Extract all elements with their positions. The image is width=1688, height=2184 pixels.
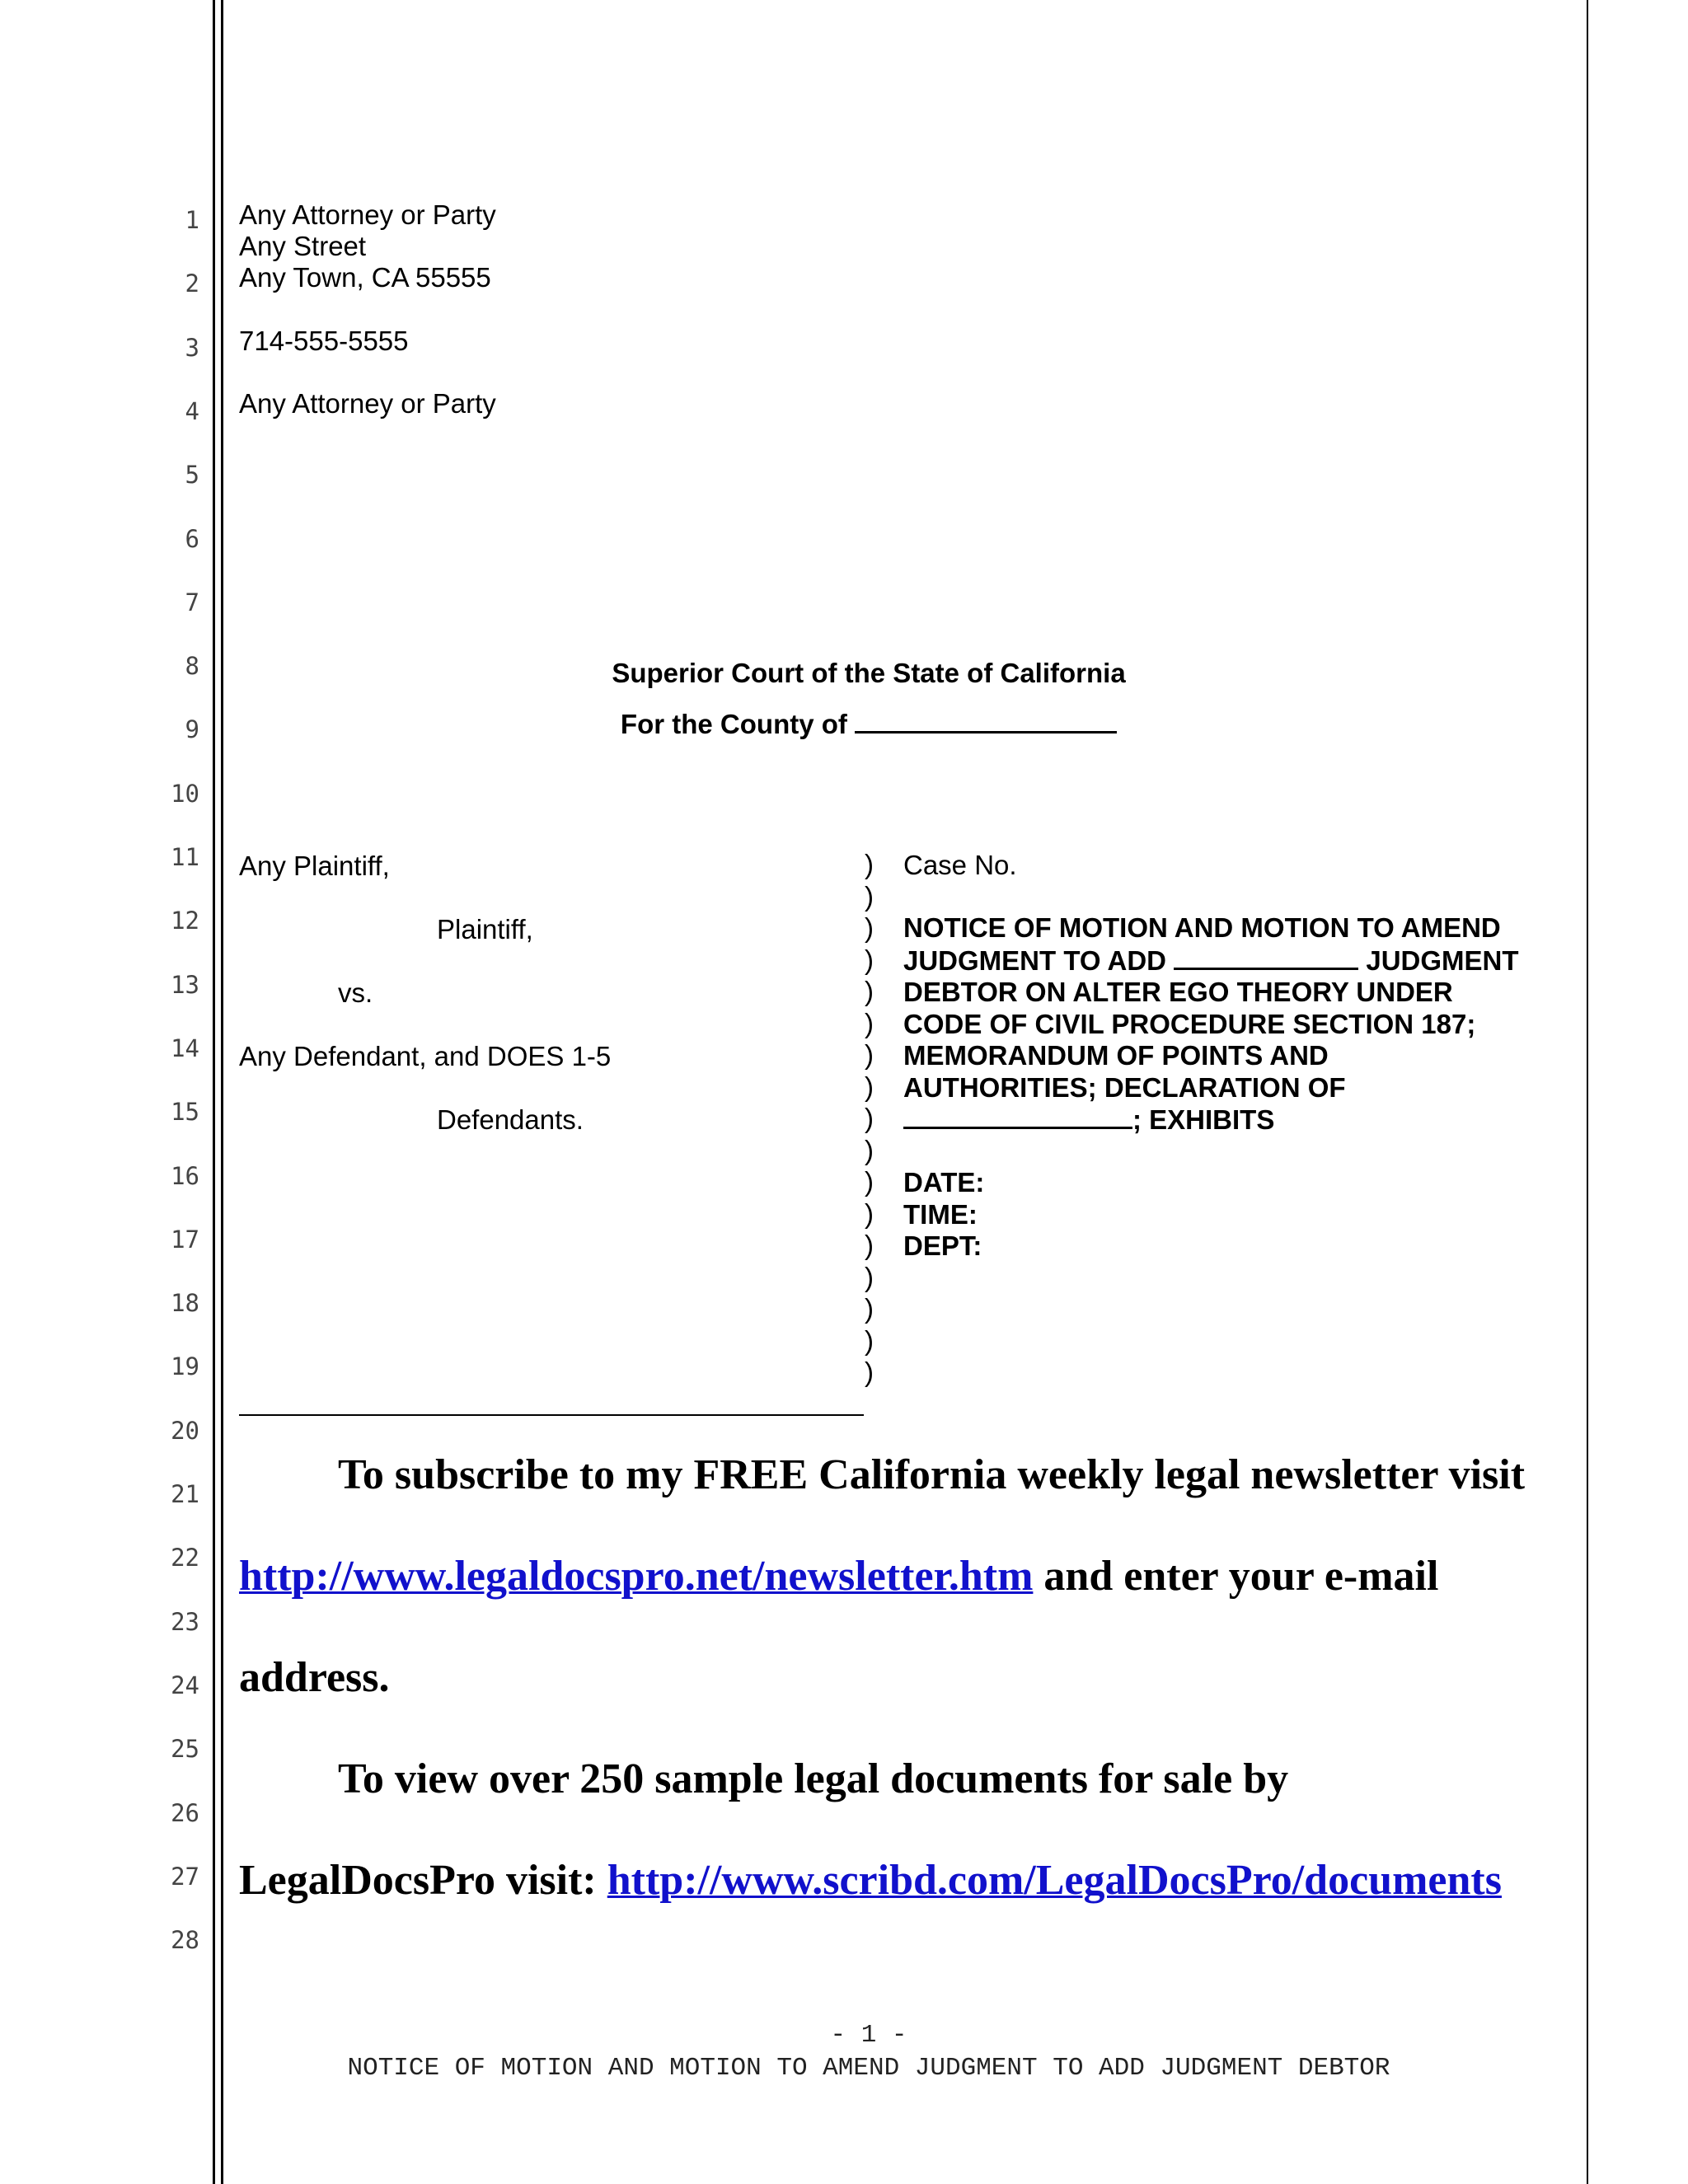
newsletter-link[interactable]: http://www.legaldocspro.net/newsletter.htm [239,1553,1034,1600]
title-line-4: CODE OF CIVIL PROCEDURE SECTION 187; [903,1008,1476,1039]
document-title [903,912,1519,1137]
title-line-7-text: ; EXHIBITS [1132,1104,1275,1135]
title-line-3: DEBTOR ON ALTER EGO THEORY UNDER [903,977,1453,1007]
attorney-street: Any Street [239,231,367,261]
title-line-2b: JUDGMENT [1366,944,1519,976]
court-name [0,658,1688,689]
footer-title: NOTICE OF MOTION AND MOTION TO AMEND JUDGMENT TO ADD JUDGMENT DEBTOR [347,2054,1390,2083]
left-margin-rule-inner [221,0,223,2184]
line-number: 10 [171,779,199,808]
promo-line-4 [338,1755,1288,1804]
title-line-5: MEMORANDUM OF POINTS AND [903,1040,1329,1071]
caption-paren: ) [865,1071,874,1102]
line-number: 24 [171,1671,199,1699]
line-number: 16 [171,1161,199,1190]
newsletter-text: To subscribe to my FREE California weekly legal newsletter visit [338,1451,1526,1498]
line-number: 19 [171,1352,199,1381]
promo-line-2 [239,1552,1438,1601]
caption-paren: ) [865,880,874,912]
title-line-2 [903,944,1519,977]
documents-text: To view over 250 sample legal documents for sale by [338,1755,1289,1802]
line-number: 3 [185,333,199,362]
case-number-label: Case No. [903,850,1017,880]
line-number: 12 [171,907,199,935]
hearing-info [903,1167,984,1263]
attorney-for: Any Attorney or Party [239,388,496,419]
line-number: 17 [171,1225,199,1254]
line-number: 22 [171,1544,199,1572]
newsletter-instructions: and enter your e-mail [1033,1553,1439,1600]
line-number: 23 [171,1607,199,1636]
line-number: 15 [171,1098,199,1127]
caption-paren: ) [865,912,874,943]
attorney-city: Any Town, CA 55555 [239,262,491,293]
title-line-1: NOTICE OF MOTION AND MOTION TO AMEND [903,912,1501,943]
promo-line-3: address. [239,1654,390,1701]
time-label: TIME: [903,1198,978,1230]
declarant-blank [903,1104,1132,1129]
promo-line-5 [239,1856,1502,1905]
caption-paren: ) [865,1293,874,1324]
caption-paren: ) [865,1039,874,1070]
title-line-6: AUTHORITIES; DECLARATION OF [903,1071,1346,1103]
line-number: 28 [171,1926,199,1955]
line-number: 14 [171,1033,199,1062]
left-margin-rule-outer [213,0,215,2184]
caption-paren: ) [865,1103,874,1133]
versus: vs. [338,977,373,1008]
caption-paren: ) [865,1007,874,1038]
line-number: 20 [171,1416,199,1445]
date-label: DATE: [903,1167,985,1197]
caption-divider [239,1414,864,1416]
line-number: 13 [171,970,199,999]
caption-paren: ) [865,1197,874,1229]
defendant-name: Any Defendant, and DOES 1-5 [239,1041,612,1071]
page-number: - 1 - [830,2021,907,2050]
caption-paren: ) [865,976,874,1006]
right-margin-rule [1587,0,1588,2184]
line-number: 2 [185,269,199,298]
line-number: 26 [171,1798,199,1827]
county-label: For the County of [620,709,847,739]
county-blank [855,706,1117,733]
documents-link[interactable]: http://www.scribd.com/LegalDocsPro/documents [607,1857,1502,1904]
caption-paren: ) [865,849,874,879]
title-line-7 [903,1104,1519,1137]
title-line-2a: JUDGMENT TO ADD [903,944,1167,976]
dept-label: DEPT: [903,1230,982,1261]
caption-paren: ) [865,944,874,975]
line-number: 7 [185,588,199,616]
caption-paren: ) [865,1134,874,1165]
line-number: 21 [171,1480,199,1508]
caption-paren: ) [865,1357,874,1387]
line-number: 25 [171,1735,199,1764]
caption-paren: ) [865,1261,874,1292]
promo-line-1 [338,1451,1525,1500]
court-name-text: Superior Court of the State of California [612,658,1126,688]
line-number: 6 [185,524,199,553]
line-number: 4 [185,396,199,425]
judgment-debtor-blank [1174,944,1358,970]
documents-prefix: LegalDocsPro visit: [239,1857,607,1904]
county-line [0,706,1688,740]
caption-paren: ) [865,1230,874,1260]
line-number: 8 [185,652,199,681]
line-number: 9 [185,715,199,744]
line-number: 5 [185,461,199,490]
line-number: 11 [171,843,199,871]
line-number: 18 [171,1289,199,1318]
line-number: 1 [185,206,199,234]
line-number: 27 [171,1862,199,1891]
plaintiff-name: Any Plaintiff, [239,851,390,881]
plaintiff-role: Plaintiff, [437,914,533,944]
attorney-phone: 714-555-5555 [239,326,409,356]
caption-paren: ) [865,1324,874,1356]
attorney-name: Any Attorney or Party [239,199,496,230]
caption-parentheses [865,849,874,1389]
defendant-role: Defendants. [437,1104,584,1135]
caption-paren: ) [865,1166,874,1197]
